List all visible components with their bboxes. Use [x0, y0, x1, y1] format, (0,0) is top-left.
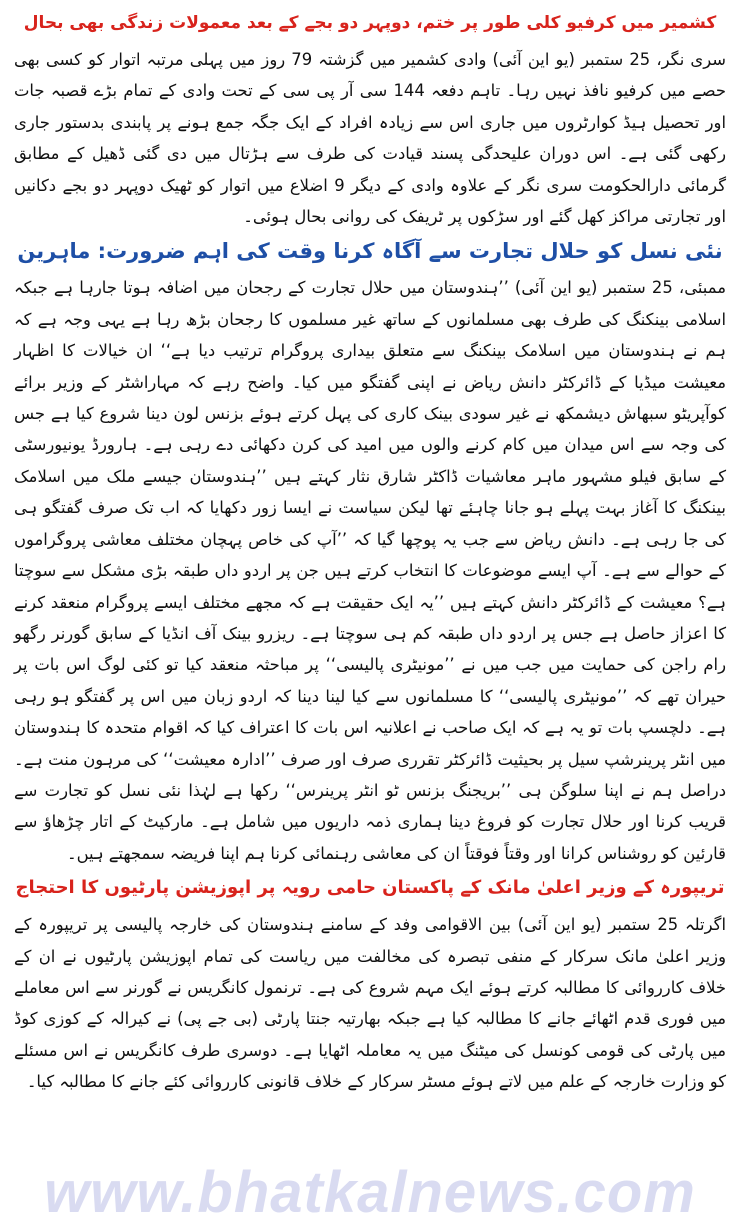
- article-tripura: [14, 871, 726, 1097]
- article-kashmir: [14, 6, 726, 232]
- article-headline: کشمیر میں کرفیو کلی طور پر ختم، دوپہر دو بجے کے بعد معمولات زندگی بھی بحال: [23, 13, 717, 33]
- article-headline: تریپورہ کے وزیر اعلیٰ مانک کے پاکستان حامی رویہ پر اپوزیشن پارٹیوں کا احتجاج: [15, 877, 725, 899]
- article-body: ممبئی، 25 ستمبر (یو این آئی) ’’ہندوستان میں حلال تجارت کے رجحان میں اضافہ ہوتا جارہا ہے جبکہ اسلامی بینکنگ کی طرف بھی مسلمانوں کے ساتھ غیر مسلموں کا رجحان بڑھ رہا ہے یہی وجہ ہے کہ ہم نے ہندوستان میں اسلامک بینکنگ سے متعلق بیداری پروگرام ترتیب دیا ہے‘‘ ان خیالات کا اظہار معیشت میڈیا کے ڈائرکٹر دانش ریاض نے اپنی گفتگو میں کیا۔ واضح رہے کہ مہاراشٹر کے وزیر برائے کوآپریٹو سبھاش دیشمکھ نے غیر سودی بینک کاری کی پہل کرتے ہوئے بزنس لون دینا شروع کیا ہے جس کی وجہ سے اس میدان میں کام کرنے والوں میں امید کی کرن دکھائی دے رہی ہے۔ ہارورڈ یونیورسٹی کے سابق فیلو مشہور ماہر معاشیات ڈاکٹر شارق نثار کہتے ہیں ’’ہندوستان جیسے ملک میں اسلامک بینکنگ کا آغاز بہت پہلے ہو جانا چاہئے تھا لیکن سیاست نے ایسا زور دکھایا کہ اب تک صرف گفتگو ہی کی جا رہی ہے۔ دانش ریاض سے جب یہ پوچھا گیا کہ ’’آپ کی خاص پہچان مختلف معاشی پروگراموں کے حوالے سے ہے۔ آپ ایسے موضوعات کا انتخاب کرتے ہیں جن پر اردو داں طبقہ بڑی مشکل سے سوچتا ہے؟ معیشت کے ڈائرکٹر دانش کہتے ہیں ’’یہ ایک حقیقت ہے کہ مجھے مختلف ایسے پروگرام منعقد کرنے کا اعزاز حاصل ہے جس پر اردو داں طبقہ کم ہی سوچتا ہے۔ ریزرو بینک آف انڈیا کے سابق گورنر رگھو رام راجن کی حمایت میں جب میں نے ’’مونیٹری پالیسی‘‘ پر مباحثہ منعقد کیا تو کئی لوگ اس بات پر حیران تھے کہ ’’مونیٹری پالیسی‘‘ کا مسلمانوں سے کیا لینا دینا کہ اردو زبان میں اس پر گفتگو ہو رہی ہے۔ دلچسپ بات تو یہ ہے کہ ایک صاحب نے اعلانیہ اس بات کا اعتراف کیا کہ اقوام متحدہ کا ہندوستان میں انٹر پرینرشپ سیل پر بحیثیت ڈائرکٹر تقرری صرف اور صرف ’’ادارہ معیشت‘‘ کی مرہون منت ہے۔ دراصل ہم نے اپنا سلوگن ہی ’’بریجنگ بزنس ٹو انٹر پرینرس‘‘ رکھا ہے لہٰذا نئی نسل کو تجارت سے قریب کرنا اور حلال تجارت کو فروغ دینا ہماری ذمہ داریوں میں شامل ہے۔ مارکیٹ کے اتار چڑھاؤ سے قارئین کو روشناس کرانا اور وقتاً فوقتاً ان کی معاشی رہنمائی کرنا ہم اپنا فریضہ سمجھتے ہیں۔: [14, 278, 727, 863]
- site-watermark: www.bhatkalnews.com: [44, 1160, 696, 1225]
- article-headline: نئی نسل کو حلال تجارت سے آگاہ کرنا وقت کی اہم ضرورت: ماہرین: [17, 239, 723, 264]
- article-body: سری نگر، 25 ستمبر (یو این آئی) وادی کشمیر میں گزشتہ 79 روز میں پہلی مرتبہ اتوار کو کسی بھی حصے میں کرفیو نافذ نہیں رہا۔ تاہم دفعہ 144 سی آر پی سی کے تحت وادی کے تمام بڑے قصبہ جات اور تحصیل ہیڈ کوارٹروں میں جاری اس سے زیادہ افراد کے ایک جگہ جمع ہونے پر پابندی بدستور جاری رکھی گئی ہے۔ اس دوران علیحدگی پسند قیادت کی طرف سے ہڑتال میں دی گئی ڈھیل کے مطابق گرمائی دارالحکومت سری نگر کے علاوہ وادی کے دیگر 9 اضلاع میں اتوار کو ٹھیک دوپہر دو بجے دکانیں اور تجارتی مراکز کھل گئے اور سڑکوں پر ٹریفک کی روانی بحال ہوئی۔: [14, 50, 727, 227]
- article-halal-trade: [14, 234, 726, 869]
- article-body: اگرتلہ 25 ستمبر (یو این آئی) بین الاقوامی وفد کے سامنے ہندوستان کی خارجہ پالیسی پر تریپورہ کے وزیر اعلیٰ مانک سرکار کے منفی تبصرہ کی مخالفت میں ریاست کی تمام اپوزیشن پارٹیوں نے ان کے خلاف کارروائی کا مطالبہ کرتے ہوئے ایک مہم شروع کی ہے۔ ترنمول کانگریس نے گورنر سے اس معاملے میں فوری قدم اٹھائے جانے کا مطالبہ کیا ہے جبکہ بھارتیہ جنتا پارٹی (بی جے پی) نے کیرالہ کے کوزی کوڈ میں پارٹی کی قومی کونسل کی میٹنگ میں یہ معاملہ اٹھایا ہے۔ دوسری طرف کانگریس نے اس مسئلے کو وزارت خارجہ کے علم میں لاتے ہوئے مسٹر سرکار کے خلاف قانونی کارروائی کئے جانے کا مطالبہ کیا۔: [14, 915, 726, 1092]
